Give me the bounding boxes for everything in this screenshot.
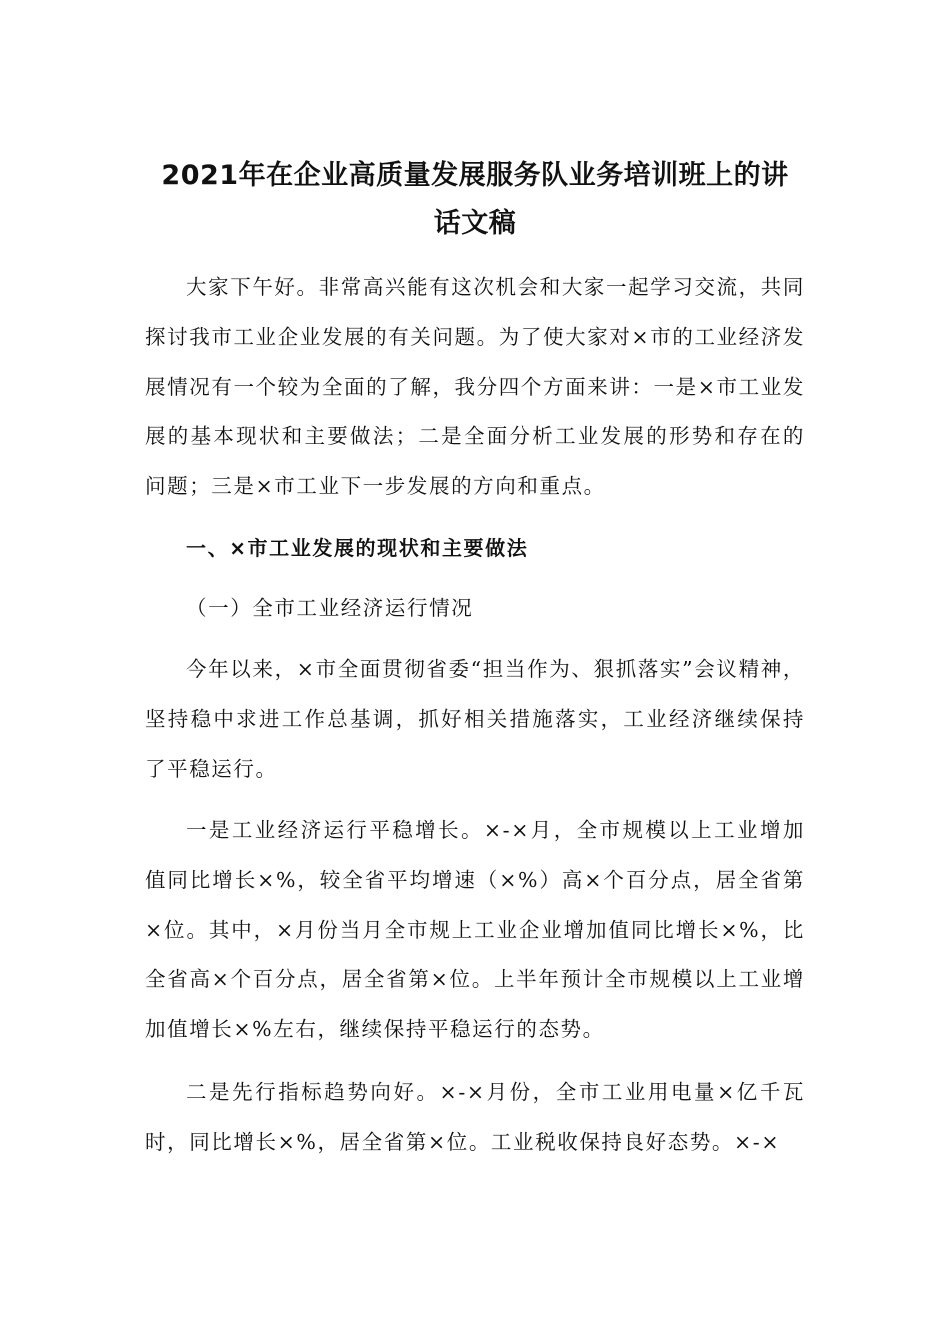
subsection-heading: （一）全市工业经济运行情况 [186, 596, 474, 620]
intro-paragraph: 大家下午好。非常高兴能有这次机会和大家一起学习交流，共同探讨我市工业企业发展的有关问题。为了使大家对×市的工业经济发展情况有一个较为全面的了解，我分四个方面来讲：一是×市工业发展的基本现状和主要做法；二是全面分析工业发展的形势和存在的问题；三是×市工业下一步发展的方向和重点。 [145, 275, 805, 499]
title-line-2: 话文稿 [433, 208, 517, 239]
section-heading: 一、×市工业发展的现状和主要做法 [186, 536, 529, 560]
body-paragraph: 一是工业经济运行平稳增长。×-×月，全市规模以上工业增加值同比增长×%，较全省平均增速（×%）高×个百分点，居全省第×位。其中，×月份当月全市规上工业企业增加值同比增长×%，比全省高×个百分点，居全省第×位。上半年预计全市规模以上工业增加值增长×%左右，继续保持平稳运行的态势。 [145, 818, 805, 1042]
body-paragraph: 今年以来，×市全面贯彻省委“担当作为、狠抓落实”会议精神，坚持稳中求进工作总基调，抓好相关措施落实，工业经济继续保持了平稳运行。 [145, 657, 805, 781]
title-line-1: 2021年在企业高质量发展服务队业务培训班上的讲 [161, 160, 789, 191]
document-title [145, 152, 805, 248]
body-paragraph: 二是先行指标趋势向好。×-×月份，全市工业用电量×亿千瓦时，同比增长×%，居全省第×位。工业税收保持良好态势。×-× [145, 1080, 805, 1154]
